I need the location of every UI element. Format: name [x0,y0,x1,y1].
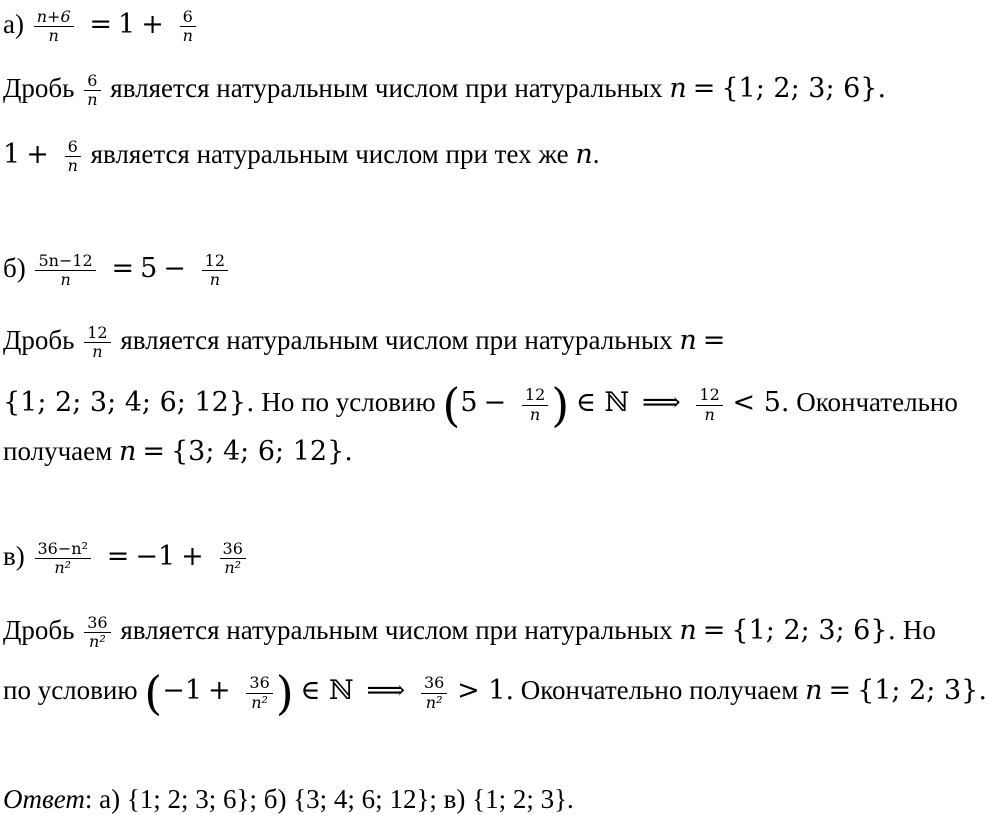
answer-text: : а) {1; 2; 3; 6}; б) {3; 4; 6; 12}; в) {1; 2; 3}. [84,784,574,814]
part-b-line-2: Дробь $\frac{12}{n}$ является натуральным числом при натуральных n = [3,323,726,362]
part-b-label: б) [3,253,26,284]
part-a-line-3: 1 + $\frac{6}{n}$ является натуральным числом при тех же n. [3,137,600,176]
part-b-rhs-fraction: $\frac{12}{n}$ [202,252,228,290]
part-c-line-2: Дробь $\frac{36}{\text{n²}}$ является натуральным числом при натуральных n = {1; 2; 3; 6}. Но [3,613,936,652]
part-b-equation: б) $\frac{5n-12}{n}$ = 5 − $\frac{12}{n}$ [3,252,231,290]
part-c-line-3: по условию (−1 + $\frac{36}{\text{n²}}$ ) ∈ ℕ ⟹ $\frac{36}{\text{n²}}$ > 1. Окончательно получаем n = {1; 2; 3}. [3,666,987,720]
part-c-rhs-fraction: $\frac{36}{\text{n²}}$ [220,540,246,578]
part-a-equation: а) $\frac{n+6}{n}$ = 1 + $\frac{6}{n}$ [3,8,199,46]
part-b-line-4: получаем n = {3; 4; 6; 12}. [3,436,353,467]
part-b-line-3: {1; 2; 3; 4; 6; 12}. Но по условию (5 − $\frac{12}{n}$ ) ∈ ℕ ⟹ $\frac{12}{n}$ < 5. Окончательно [3,378,958,432]
part-a-line-2: Дробь $\frac{6}{n}$ является натуральным числом при натуральных n = {1; 2; 3; 6}. [3,71,887,110]
part-c-equation: в) $\frac{\text{36−n²}}{\text{n²}}$ = −1 + $\frac{36}{\text{n²}}$ [3,540,249,578]
part-a-rhs-fraction: $\frac{6}{n}$ [180,8,196,46]
part-b-lhs-fraction: $\frac{5n-12}{n}$ [35,252,95,290]
answer-line [3,786,574,813]
part-a-label: а) [3,9,24,40]
answer-label: Ответ [3,784,85,814]
part-a-lhs-fraction: $\frac{n+6}{n}$ [34,8,74,46]
part-c-label: в) [3,541,25,572]
part-c-lhs-fraction: $\frac{\text{36−n²}}{\text{n²}}$ [35,540,91,578]
